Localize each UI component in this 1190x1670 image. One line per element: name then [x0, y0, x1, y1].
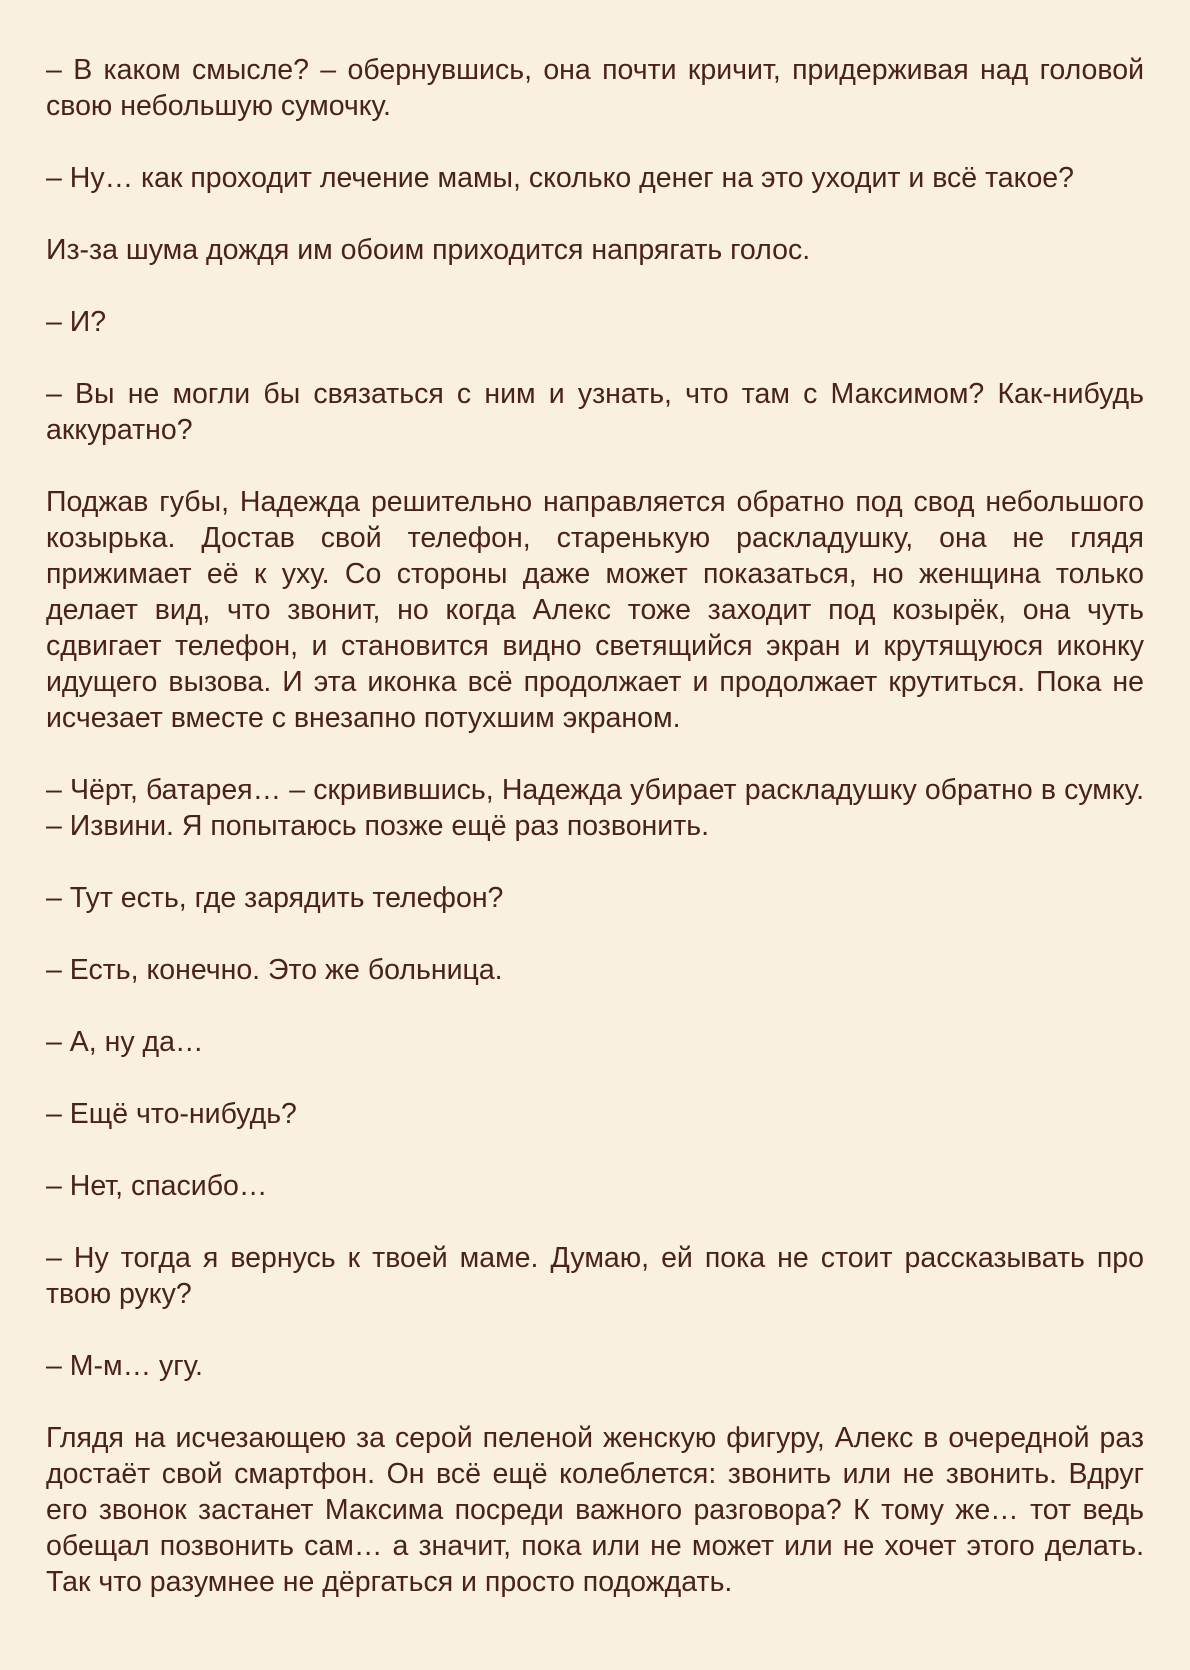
paragraph-7: – Чёрт, батарея… – скривившись, Надежда убирает раскладушку обратно в сумку. – Извини. Я попытаюсь позже ещё раз позвонить.	[46, 774, 1144, 842]
paragraph-8: – Тут есть, где зарядить телефон?	[46, 882, 504, 914]
paragraph-12: – Нет, спасибо…	[46, 1170, 268, 1202]
paragraph-1: – В каком смысле? – обернувшись, она почти кричит, придерживая над головой свою небольшую сумочку.	[46, 54, 1144, 122]
document-page	[46, 52, 1144, 1636]
paragraph-5: – Вы не могли бы связаться с ним и узнать, что там с Максимом? Как-нибудь аккуратно?	[46, 378, 1144, 446]
paragraph-10: – А, ну да…	[46, 1026, 204, 1058]
paragraph-11: – Ещё что-нибудь?	[46, 1098, 297, 1130]
paragraph-2: – Ну… как проходит лечение мамы, сколько денег на это уходит и всё такое?	[46, 162, 1074, 194]
paragraph-3: Из-за шума дождя им обоим приходится напрягать голос.	[46, 234, 811, 266]
paragraph-13: – Ну тогда я вернусь к твоей маме. Думаю, ей пока не стоит рассказывать про твою руку?	[46, 1242, 1144, 1310]
paragraph-9: – Есть, конечно. Это же больница.	[46, 954, 503, 986]
paragraph-14: – М-м… угу.	[46, 1350, 203, 1382]
paragraph-4: – И?	[46, 306, 107, 338]
paragraph-6: Поджав губы, Надежда решительно направляется обратно под свод небольшого козырька. Достав свой телефон, старенькую раскладушку, она не глядя прижимает её к уху. Со стороны даже может показаться, но женщина только делает вид, что звонит, но когда Алекс тоже заходит под козырёк, она чуть сдвигает телефон, и становится видно светящийся экран и крутящуюся иконку идущего вызова. И эта иконка всё продолжает и продолжает крутиться. Пока не исчезает вместе с внезапно потухшим экраном.	[46, 486, 1144, 734]
paragraph-15: Глядя на исчезающею за серой пеленой женскую фигуру, Алекс в очередной раз достаёт свой смартфон. Он всё ещё колеблется: звонить или не звонить. Вдруг его звонок застанет Максима посреди важного разговора? К тому же… тот ведь обещал позвонить сам… а значит, пока или не может или не хочет этого делать. Так что разумнее не дёргаться и просто подождать.	[46, 1422, 1144, 1598]
